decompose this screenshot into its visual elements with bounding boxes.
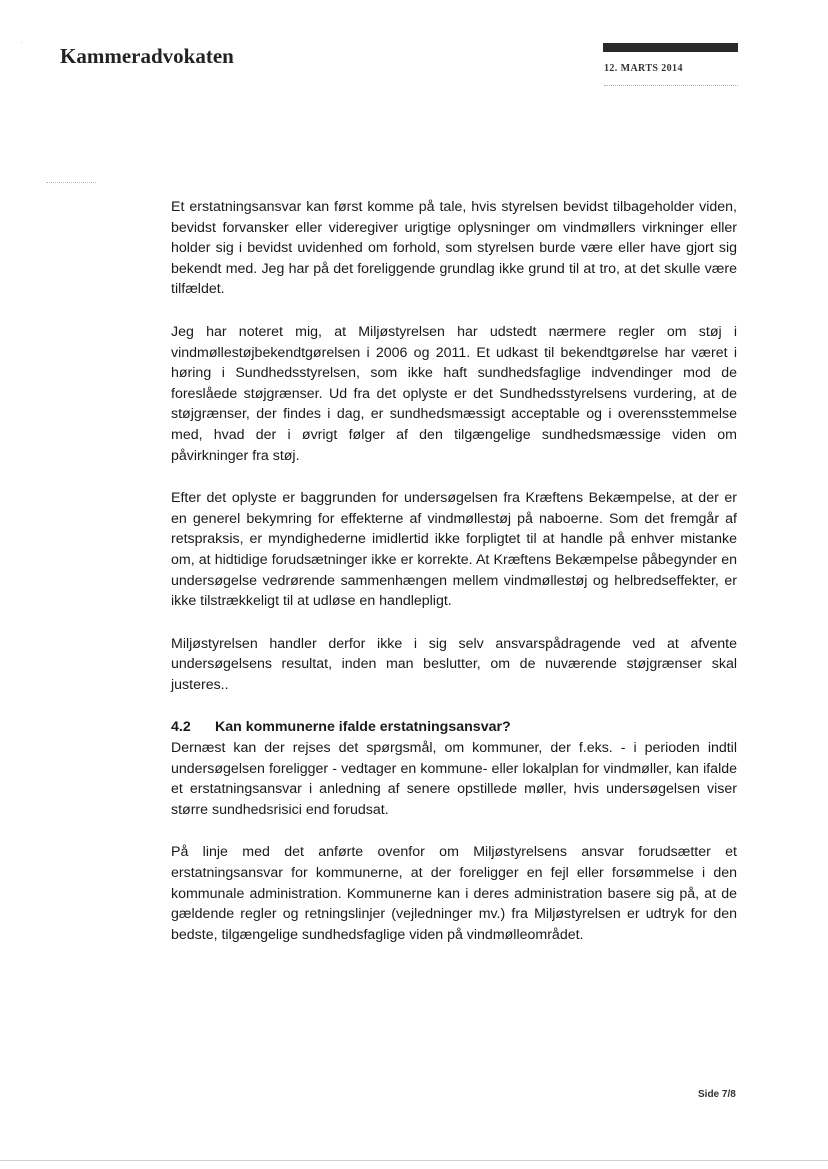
scan-corner-mark: · [20,38,23,47]
section-number: 4.2 [171,719,191,736]
company-logo-text: Kammeradvokaten [60,44,234,68]
margin-dotted-mark [46,182,96,183]
section-heading [171,717,737,738]
section-title: Kan kommunerne ifalde erstatningsansvar? [215,719,511,736]
document-date: 12. MARTS 2014 [604,63,683,74]
section-paragraph: Dernæst kan der rejses det spørgsmål, om kommuner, der f.eks. - i perioden indtil undersøgelsen foreligger - vedtager en kommune- eller lokalplan for vindmøller, kan ifalde et erstatningsansvar i anledning af senere opstillede møller, hvis undersøgelsen viser større sundhedsrisici end forudsat. [171,740,737,818]
body-paragraph: Efter det oplyste er baggrunden for undersøgelsen fra Kræftens Bekæmpelse, at der er en generel bekymring for effekterne af vindmøllestøj på naboerne. Som det fremgår af retspraksis, er myndighederne imidlertid ikke forpligtet til at handle på enhver mistanke om, at hidtidige forudsætninger ikke er korrekte. At Kræftens Bekæmpelse påbegynder en undersøgelse vedrørende sammenhængen mellem vindmøllestøj og helbredseffekter, er ikke tilstrækkeligt til at udløse en handlepligt. [171,490,737,610]
page-number: Side 7/8 [698,1089,736,1100]
date-underline [604,85,738,86]
body-paragraph: Jeg har noteret mig, at Miljøstyrelsen har udstedt nærmere regler om støj i vindmøllestøjbekendtgørelsen i 2006 og 2011. Et udkast til bekendtgørelse har været i høring i Sundhedsstyrelsen, som ikke haft sundhedsfaglige indvendinger mod de foreslåede støjgrænser. Ud fra det oplyste er det Sundhedsstyrelsens vurdering, at de støjgrænser, der findes i dag, er sundhedsmæssigt acceptable og i overensstemmelse med, hvad der i øvrigt følger af den tilgængelige sundhedsmæssige viden om påvirkninger fra støj. [171,323,737,464]
body-paragraph: Miljøstyrelsen handler derfor ikke i sig selv ansvarspådragende ved at afvente undersøgelsens resultat, inden man beslutter, om de nuværende støjgrænser skal justeres.. [171,635,737,693]
header-black-bar [603,43,738,52]
body-paragraph: Et erstatningsansvar kan først komme på tale, hvis styrelsen bevidst tilbageholder viden, bevidst forvansker eller videregiver urigtige oplysninger om vindmøllers virkninger eller holder sig i bevidst uvidenhed om forhold, som styrelsen burde være eller have gjort sig bekendt med. Jeg har på det foreliggende grundlag ikke grund til at tro, at det skulle være tilfældet. [171,199,737,298]
section-paragraph: På linje med det anførte ovenfor om Miljøstyrelsens ansvar forudsætter et erstatningsansvar for kommunerne, at der foreligger en fejl eller forsømmelse i den kommunale administration. Kommunerne kan i deres administration basere sig på, at de gældende regler og retningslinjer (vejledninger mv.) fra Miljøstyrelsen er udtryk for den bedste, tilgængelige sundhedsfaglige viden på vindmølleområdet. [171,844,737,943]
document-body [171,197,737,967]
bottom-scan-edge [0,1160,828,1161]
